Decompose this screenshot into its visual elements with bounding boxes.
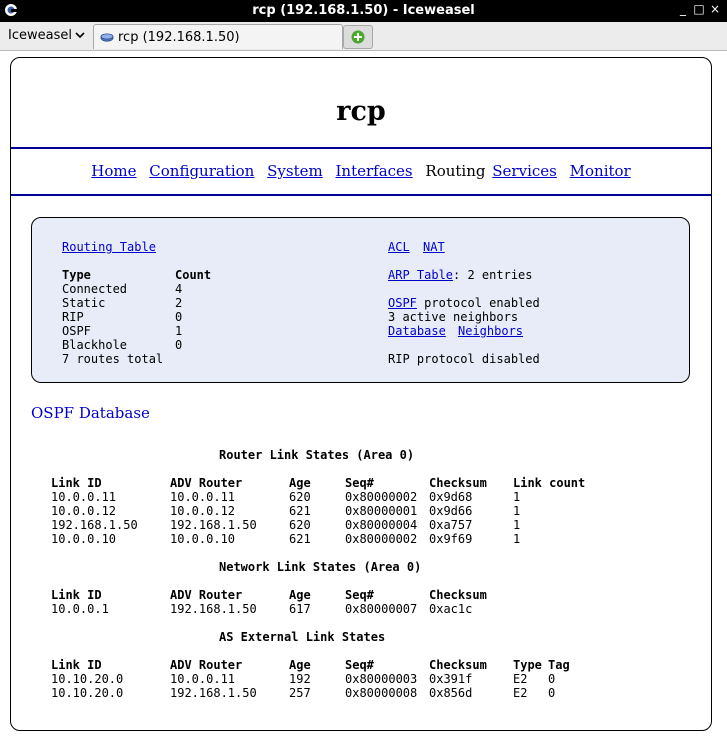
ospf-neighbors-link[interactable]: Neighbors <box>458 324 524 338</box>
count-header: Count <box>175 268 212 282</box>
rip-status-text: RIP protocol disabled <box>388 352 540 366</box>
adv-router-cell: 10.0.0.10 <box>170 532 236 546</box>
chevron-down-icon <box>75 31 85 39</box>
tab-title: rcp (192.168.1.50) <box>118 29 240 45</box>
window-titlebar <box>0 0 727 22</box>
ospf-database-link[interactable]: Database <box>388 324 446 338</box>
nav-services[interactable]: Services <box>492 162 557 180</box>
link-count-cell: 1 <box>513 490 521 504</box>
column-header: Checksum <box>429 588 487 602</box>
adv-router-cell: 10.0.0.12 <box>170 504 236 518</box>
route-count: 4 <box>175 282 183 296</box>
seq-cell: 0x80000001 <box>345 504 418 518</box>
header-divider-top <box>11 147 711 149</box>
checksum-cell: 0x9d68 <box>429 490 473 504</box>
column-header: Seq# <box>345 588 374 602</box>
page-viewport <box>0 51 727 748</box>
age-cell: 620 <box>289 490 311 504</box>
column-header: ADV Router <box>170 658 243 672</box>
arp-table-link[interactable]: ARP Table <box>388 268 454 282</box>
routes-total: 7 routes total <box>62 352 164 366</box>
ospf-database-title: OSPF Database <box>31 404 150 422</box>
app-menu-label: Iceweasel <box>8 27 72 43</box>
adv-router-cell: 192.168.1.50 <box>170 518 257 532</box>
new-tab-button[interactable] <box>343 25 373 49</box>
nav-configuration[interactable]: Configuration <box>149 162 255 180</box>
routing-table-link[interactable]: Routing Table <box>62 240 156 254</box>
route-type: RIP <box>62 310 84 324</box>
route-type: Static <box>62 296 106 310</box>
age-cell: 257 <box>289 686 311 700</box>
page-frame <box>10 57 712 731</box>
column-header: Age <box>289 588 311 602</box>
column-header: Seq# <box>345 658 374 672</box>
external-link-states-title: AS External Link States <box>219 630 386 644</box>
link-id-cell: 10.0.0.10 <box>51 532 117 546</box>
arp-entries-text: : 2 entries <box>453 268 533 282</box>
link-count-cell: 1 <box>513 504 521 518</box>
column-header: Tag <box>548 658 570 672</box>
seq-cell: 0x80000003 <box>345 672 418 686</box>
router-favicon-icon <box>100 32 114 42</box>
checksum-cell: 0xac1c <box>429 602 473 616</box>
seq-cell: 0x80000002 <box>345 532 418 546</box>
column-header: Link ID <box>51 476 102 490</box>
route-count: 2 <box>175 296 183 310</box>
nav-home[interactable]: Home <box>91 162 137 180</box>
checksum-cell: 0x9f69 <box>429 532 473 546</box>
age-cell: 617 <box>289 602 311 616</box>
route-type: OSPF <box>62 324 91 338</box>
nav-system[interactable]: System <box>267 162 323 180</box>
plus-icon <box>351 30 365 44</box>
tab-bar <box>0 22 727 51</box>
nav-monitor[interactable]: Monitor <box>569 162 631 180</box>
age-cell: 620 <box>289 518 311 532</box>
type-cell: E2 <box>513 686 528 700</box>
tag-cell: 0 <box>548 672 556 686</box>
nat-link[interactable]: NAT <box>423 240 445 254</box>
close-window-button[interactable]: × <box>709 2 721 16</box>
ospf-status-line <box>388 296 540 310</box>
link-id-cell: 10.0.0.12 <box>51 504 117 518</box>
tab-rcp[interactable] <box>93 24 343 49</box>
route-count: 1 <box>175 324 183 338</box>
column-header: Link count <box>513 476 586 490</box>
column-header: ADV Router <box>170 476 243 490</box>
column-header: Checksum <box>429 658 487 672</box>
route-type: Blackhole <box>62 338 128 352</box>
link-id-cell: 10.10.20.0 <box>51 686 124 700</box>
column-header: Link ID <box>51 588 102 602</box>
acl-link[interactable]: ACL <box>388 240 410 254</box>
adv-router-cell: 10.0.0.11 <box>170 672 236 686</box>
column-header: Checksum <box>429 476 487 490</box>
link-count-cell: 1 <box>513 518 521 532</box>
ospf-status-text: protocol enabled <box>416 296 540 310</box>
checksum-cell: 0x9d66 <box>429 504 473 518</box>
type-cell: E2 <box>513 672 528 686</box>
adv-router-cell: 192.168.1.50 <box>170 686 257 700</box>
column-header: Age <box>289 476 311 490</box>
column-header: ADV Router <box>170 588 243 602</box>
seq-cell: 0x80000002 <box>345 490 418 504</box>
seq-cell: 0x80000008 <box>345 686 418 700</box>
column-header: Link ID <box>51 658 102 672</box>
ospf-link[interactable]: OSPF <box>388 296 417 310</box>
seq-cell: 0x80000007 <box>345 602 418 616</box>
type-header: Type <box>62 268 91 282</box>
age-cell: 621 <box>289 504 311 518</box>
column-header: Type <box>513 658 542 672</box>
age-cell: 621 <box>289 532 311 546</box>
nav-routing-current: Routing <box>425 162 486 180</box>
site-title: rcp <box>336 96 386 127</box>
link-count-cell: 1 <box>513 532 521 546</box>
network-link-states-title: Network Link States (Area 0) <box>219 560 422 574</box>
route-type: Connected <box>62 282 128 296</box>
checksum-cell: 0x391f <box>429 672 473 686</box>
main-nav <box>11 162 711 180</box>
checksum-cell: 0x856d <box>429 686 473 700</box>
window-title: rcp (192.168.1.50) - Iceweasel <box>252 3 475 18</box>
header-divider-bottom <box>11 194 711 196</box>
age-cell: 192 <box>289 672 311 686</box>
column-header: Seq# <box>345 476 374 490</box>
adv-router-cell: 192.168.1.50 <box>170 602 257 616</box>
minimize-button[interactable]: _ <box>680 2 686 16</box>
arp-line <box>388 268 533 282</box>
link-id-cell: 192.168.1.50 <box>51 518 138 532</box>
route-count: 0 <box>175 310 183 324</box>
checksum-cell: 0xa757 <box>429 518 473 532</box>
routing-summary-panel <box>31 217 690 383</box>
nav-interfaces[interactable]: Interfaces <box>335 162 413 180</box>
link-id-cell: 10.0.0.1 <box>51 602 109 616</box>
link-id-cell: 10.0.0.11 <box>51 490 117 504</box>
route-count: 0 <box>175 338 183 352</box>
app-menu-button[interactable] <box>4 25 89 45</box>
router-link-states-title: Router Link States (Area 0) <box>219 448 415 462</box>
link-id-cell: 10.10.20.0 <box>51 672 124 686</box>
seq-cell: 0x80000004 <box>345 518 418 532</box>
maximize-button[interactable]: □ <box>693 2 705 16</box>
column-header: Age <box>289 658 311 672</box>
ospf-neighbors-text: 3 active neighbors <box>388 310 519 324</box>
tag-cell: 0 <box>548 686 556 700</box>
adv-router-cell: 10.0.0.11 <box>170 490 236 504</box>
